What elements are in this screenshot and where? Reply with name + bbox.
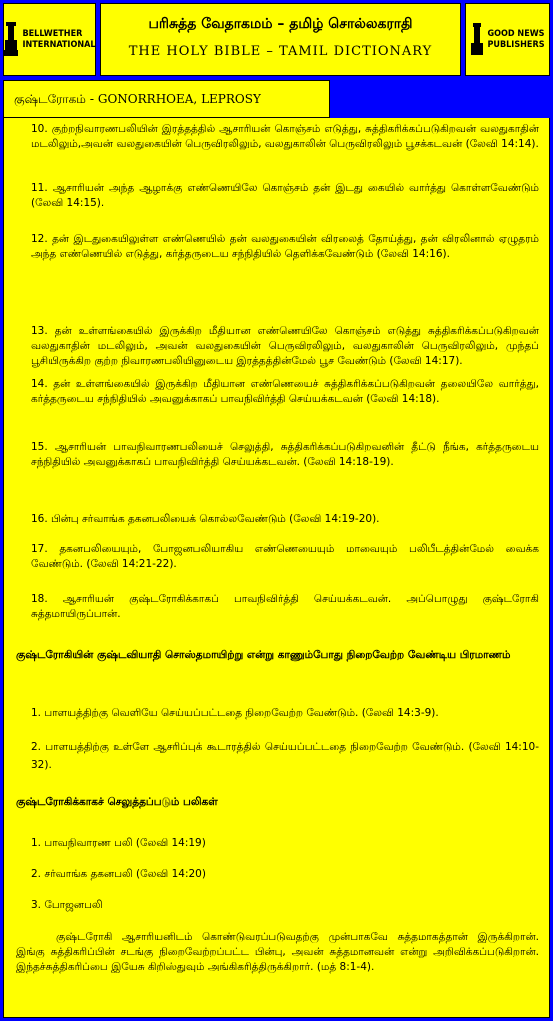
item-text: பாளயத்திற்கு வெளியே செய்யப்பட்டதை நிறைவேற்ற வேண்டும். (லேவி 14:3-9). — [44, 707, 439, 719]
list-item — [31, 232, 539, 262]
section-heading: குஷ்டரோகிக்காகச் செலுத்தப்படும் பலிகள் — [16, 796, 218, 808]
item-text: தகனபலியையும், போஜனபலியாகிய எண்ணெயையும் மாவையும் பலிபீடத்தின்மேல் வைக்க வேண்டும். (லேவி 14:21-22). — [31, 543, 539, 570]
list-item — [31, 181, 539, 211]
list-item — [31, 122, 539, 152]
item-text: போஜனபலி — [44, 899, 103, 911]
list-item — [31, 836, 539, 851]
topic-english: GONORRHOEA, LEPROSY — [97, 92, 261, 106]
right-logo-line2: PUBLISHERS — [487, 39, 545, 50]
item-text: தன் இடதுகையிலுள்ள எண்ணெயில் தன் வலதுகையின் விரலைத் தோய்த்து, தன் விரலினால் ஏழுதரம் அந்த எண்ணெயில் எடுத்து, கர்த்தருடைய சந்நிதியில் தெளிக்கவேண்டும் (லேவி 14:16). — [31, 233, 540, 260]
item-number: 1. — [31, 707, 42, 719]
content-panel — [3, 118, 550, 1018]
item-number: 2. — [31, 741, 42, 753]
list-item — [31, 706, 539, 721]
closing-paragraph: குஷ்டரோகி ஆசாரியனிடம் கொண்டுவரப்படுவதற்கு முன்பாகவே சுத்தமாகத்தான் இருக்கிறான். இங்கு சுத்திகரிப்பின் சடங்கு நிறைவேற்றப்பட்ட பின்பு, அவன் சுத்தமானவன் என்று அறிவிக்கப்படுகிறான். இந்தச்சுத்திகரிப்பை இயேசு கிறிஸ்துவும் அங்கிகரித்திருக்கிறார். (மத் 8:1-4). — [16, 931, 539, 973]
list-item — [31, 512, 539, 527]
item-text: குற்றநிவாரணபலியின் இரத்தத்தில் ஆசாரியன் கொஞ்சம் எடுத்து, சுத்திகரிக்கப்படுகிறவன் வலதுகாதின் மடலிலும்,அவன் வலதுகையின் பெருவிரலிலும், வலதுகாலின் பெருவிரலிலும் பூசக்கடவன் (லேவி 14:14). — [31, 123, 539, 150]
item-number: 10. — [31, 123, 48, 135]
item-text: தன் உள்ளங்கையில் இருக்கிற மீதியான எண்ணெயைச் சுத்திகரிக்கப்படுகிறவன் தலையிலே வார்த்து, கர்த்தருடைய சந்நிதியில் அவனுக்காகப் பாவநிவிர்த்தி செய்யக்கடவன் (லேவி 14:18). — [31, 378, 539, 405]
right-logo-line1: GOOD NEWS — [487, 28, 545, 39]
item-number: 14. — [31, 378, 48, 390]
item-text: பின்பு சர்வாங்க தகனபலியைக் கொல்லவேண்டும் (லேவி 14:19-20). — [51, 513, 380, 525]
bellwether-logo — [3, 3, 96, 76]
list-item — [31, 592, 539, 622]
list-item — [31, 867, 539, 882]
item-number: 12. — [31, 233, 48, 245]
list-item — [31, 377, 539, 407]
item-number: 16. — [31, 513, 48, 525]
title-english: THE HOLY BIBLE – TAMIL DICTIONARY — [128, 44, 433, 59]
item-number: 13. — [31, 325, 48, 337]
item-number: 1. — [31, 837, 42, 849]
item-number: 3. — [31, 899, 42, 911]
section-heading: குஷ்டரோகியின் குஷ்டவியாதி சொஸ்தமாயிற்று என்று காணும்போது நிறைவேற்ற வேண்டிய பிரமாணம் — [16, 649, 511, 661]
item-number: 17. — [31, 543, 48, 555]
list-item — [31, 542, 539, 572]
item-number: 11. — [31, 182, 48, 194]
item-text: ஆசாரியன் அந்த ஆழாக்கு எண்ணெயிலே கொஞ்சம் தன் இடது கையில் வார்த்து கொள்ளவேண்டும் (லேவி 14:15). — [31, 182, 539, 209]
left-logo-line1: BELLWETHER — [22, 28, 83, 39]
item-text: சர்வாங்க தகனபலி (லேவி 14:20) — [44, 868, 206, 880]
item-number: 2. — [31, 868, 42, 880]
item-number: 15. — [31, 441, 48, 453]
good-news-logo — [465, 3, 550, 76]
left-logo-line2: INTERNATIONAL — [22, 39, 96, 50]
item-text: பாளயத்திற்கு உள்ளே ஆசரிப்புக் கூடாரத்தில் செய்யப்பட்டதை நிறைவேற்ற வேண்டும். (லேவி 14:10-32). — [31, 741, 539, 771]
item-text: பாவநிவாரண பலி (லேவி 14:19) — [44, 837, 206, 849]
item-text: ஆசாரியன் குஷ்டரோகிக்காகப் பாவநிவிர்த்தி செய்யக்கடவன். அப்பொழுது குஷ்டரோகி சுத்தமாயிருப்பான். — [31, 593, 539, 620]
list-item — [31, 440, 539, 470]
item-text: ஆசாரியன் பாவநிவாரணபலியைச் செலுத்தி, சுத்திகரிக்கப்படுகிறவனின் தீட்டு நீங்க, கர்த்தருடைய சந்நிதியில் அவனுக்காகப் பாவநிவிர்த்தி செய்யக்கடவன். (லேவி 14:18-19). — [31, 441, 539, 468]
title-banner — [100, 3, 461, 76]
item-text: தன் உள்ளங்கையில் இருக்கிற மீதியான எண்ணெயிலே கொஞ்சம் எடுத்து சுத்திகரிக்கப்படுகிறவன் வலதுகாதின் மடலிலும், அவன் வலதுகையின் பெருவிரலிலும், வலதுகாலின் பெருவிரலிலும், முந்தப் பூசியிருக்கிற குற்ற நிவாரணபலியினுடைய இரத்தத்தின்மேல் பூச வேண்டும் (லேவி 14:17). — [31, 325, 539, 367]
list-item — [31, 324, 539, 369]
list-item — [31, 738, 539, 774]
topic-tab — [3, 80, 330, 118]
item-number: 18. — [31, 593, 48, 605]
title-tamil: பரிசுத்த வேதாகமம் – தமிழ் சொல்லகராதி — [148, 16, 413, 32]
publisher-book-icon — [470, 22, 484, 58]
list-item — [31, 898, 539, 913]
topic-tamil: குஷ்டரோகம் - — [14, 92, 95, 106]
bellwether-sheep-icon — [3, 20, 19, 60]
